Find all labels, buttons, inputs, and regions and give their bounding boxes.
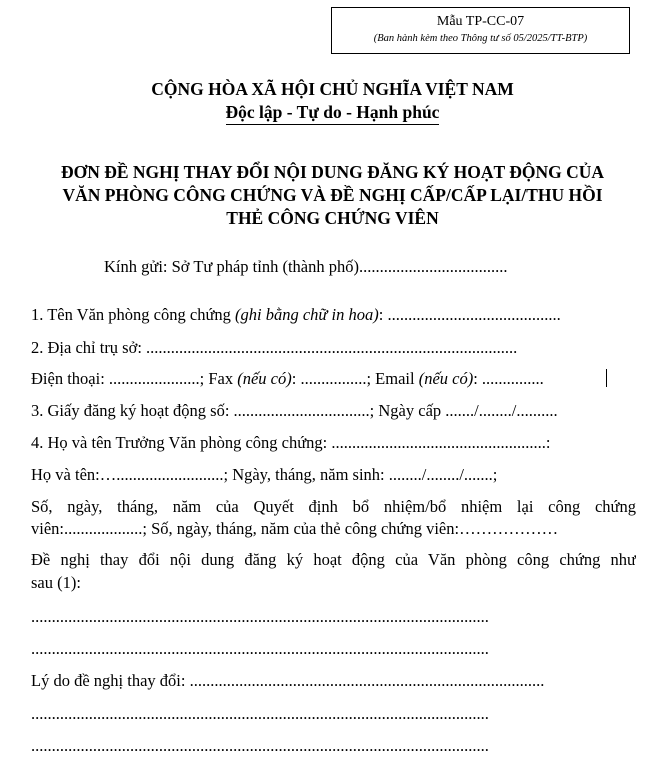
motto-line bbox=[0, 101, 665, 125]
reason-dots-line-2[interactable]: ............................................................................................................... bbox=[31, 736, 489, 755]
office-name-label: 1. Tên Văn phòng công chứng bbox=[31, 305, 236, 324]
address-field[interactable]: 2. Địa chỉ trụ sở: .......................................................................................... bbox=[31, 338, 518, 357]
proposal-line-1: Đề nghị thay đổi nội dung đăng ký hoạt động của Văn phòng công chứng như bbox=[31, 550, 636, 569]
motto: Độc lập - Tự do - Hạnh phúc bbox=[226, 101, 440, 125]
proposal-dots-line-1[interactable]: ............................................................................................................... bbox=[31, 607, 489, 626]
office-name-dots: : .......................................... bbox=[378, 305, 561, 324]
fax-dots: : ................; Email bbox=[291, 369, 419, 388]
document-title-line-2: VĂN PHÒNG CÔNG CHỨNG VÀ ĐỀ NGHỊ CẤP/CẤP LẠI/THU HỒI bbox=[62, 185, 603, 205]
proposal-dots-line-2[interactable]: ............................................................................................................... bbox=[31, 639, 489, 658]
recipient-line: Kính gửi: Sở Tư pháp tỉnh (thành phố).................................... bbox=[104, 257, 508, 276]
email-dots: : ............... bbox=[473, 369, 544, 388]
email-hint: (nếu có) bbox=[418, 369, 474, 388]
fax-hint: (nếu có) bbox=[237, 369, 292, 388]
reason-dots-line-1[interactable]: ............................................................................................................... bbox=[31, 704, 489, 723]
text-cursor bbox=[606, 369, 607, 387]
office-name-field[interactable] bbox=[31, 304, 636, 326]
nation-title: CỘNG HÒA XÃ HỘI CHỦ NGHĨA VIỆT NAM bbox=[151, 79, 514, 99]
full-name-field[interactable]: Họ và tên:…..........................; Ngày, tháng, năm sinh: ......../......../.......; bbox=[31, 465, 498, 484]
proposal-line-2: sau (1): bbox=[31, 573, 81, 592]
document-title-line-1: ĐƠN ĐỀ NGHỊ THAY ĐỔI NỘI DUNG ĐĂNG KÝ HOẠT ĐỘNG CỦA bbox=[60, 162, 605, 182]
head-of-office-field[interactable]: 4. Họ và tên Trưởng Văn phòng công chứng: ....................................................: bbox=[31, 433, 551, 452]
document-title-line-3: THẺ CÔNG CHỨNG VIÊN bbox=[226, 208, 439, 228]
decision-line-2[interactable]: viên:...................; Số, ngày, tháng, năm của thẻ công chứng viên:……………… bbox=[31, 519, 559, 538]
form-issuance-note: (Ban hành kèm theo Thông tư số 05/2025/TT-BTP) bbox=[373, 33, 588, 44]
form-code: Mẫu TP-CC-07 bbox=[436, 14, 525, 29]
form-code-box bbox=[331, 7, 630, 54]
office-name-hint: (ghi bằng chữ in hoa) bbox=[235, 305, 379, 324]
phone-label: Điện thoại: ......................; Fax bbox=[31, 369, 238, 388]
reason-field[interactable]: Lý do đề nghị thay đổi: ...................................................................................... bbox=[31, 671, 545, 690]
contact-field[interactable] bbox=[31, 368, 636, 390]
registration-field[interactable]: 3. Giấy đăng ký hoạt động số: .................................; Ngày cấp ......./......../.......... bbox=[31, 401, 558, 420]
decision-line-1: Số, ngày, tháng, năm của Quyết định bổ nhiệm/bổ nhiệm lại công chứng bbox=[31, 497, 636, 516]
